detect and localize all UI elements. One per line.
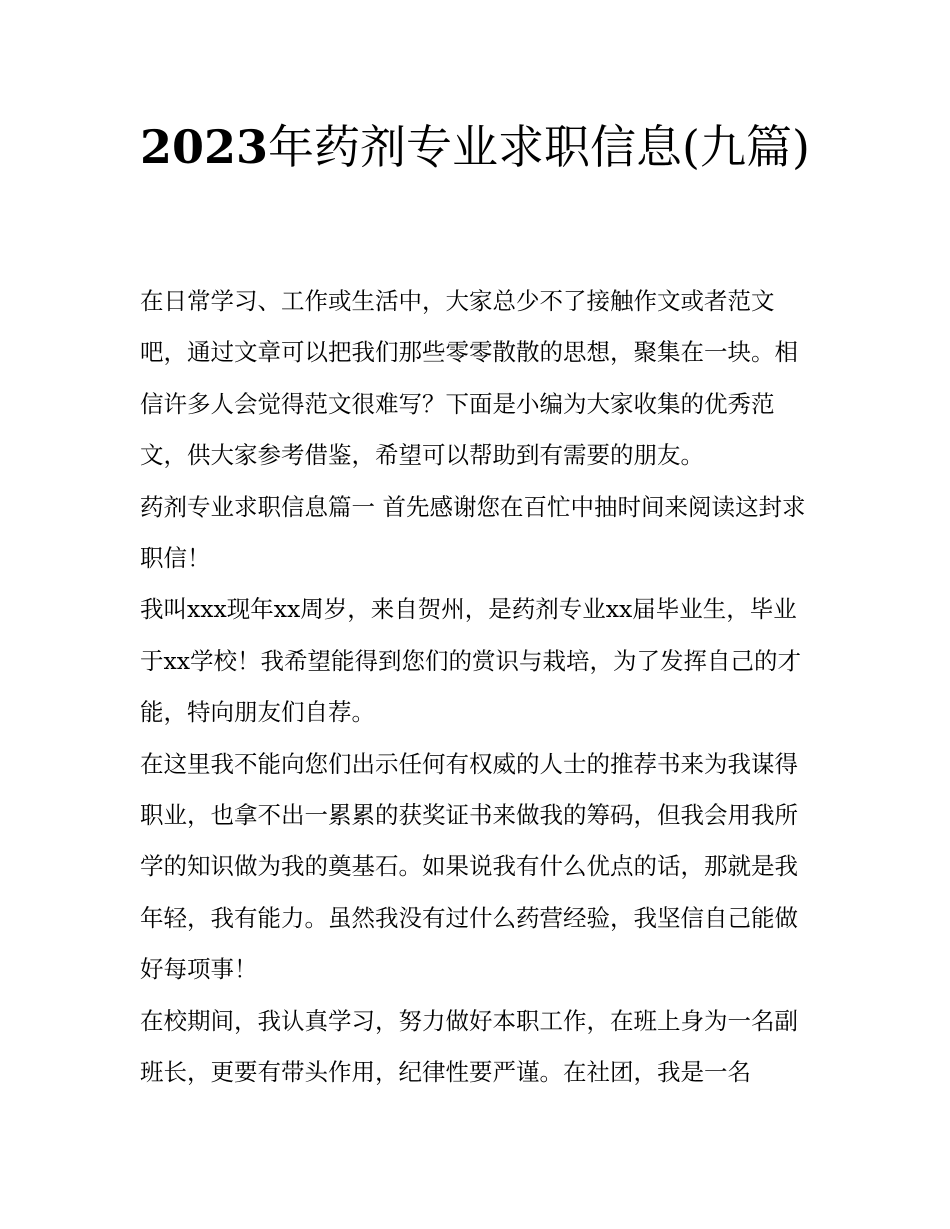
document-body <box>140 276 820 1099</box>
title-year: 2023 <box>140 120 269 174</box>
paragraph-self-intro: 我叫xxx现年xx周岁，来自贺州，是药剂专业xx届毕业生，毕业于xx学校！我希望能得到您们的赏识与栽培，为了发挥自己的才能，特向朋友们自荐。 <box>140 595 802 727</box>
title-text: 年药剂专业求职信息(九篇) <box>268 120 810 174</box>
paragraph-school: 在校期间，我认真学习，努力做好本职工作，在班上身为一名副班长，更要有带头作用，纪律性要严谨。在社团，我是一名 <box>140 1006 798 1087</box>
paragraph-ability: 在这里我不能向您们出示任何有权威的人士的推荐书来为我谋得职业，也拿不出一累累的获奖证书来做我的筹码，但我会用我所学的知识做为我的奠基石。如果说我有什么优点的话，那就是我年轻，我有能力。虽然我没有过什么药营经验，我坚信自己能做好每项事！ <box>140 749 798 984</box>
paragraph-intro: 在日常学习、工作或生活中，大家总少不了接触作文或者范文吧，通过文章可以把我们那些零零散散的思想，聚集在一块。相信许多人会觉得范文很难写？下面是小编为大家收集的优秀范文，供大家参考借鉴，希望可以帮助到有需要的朋友。 <box>140 287 798 470</box>
paragraph-opening: 药剂专业求职信息篇一 首先感谢您在百忙中抽时间来阅读这封求职信！ <box>140 492 806 573</box>
document-title <box>140 112 820 182</box>
